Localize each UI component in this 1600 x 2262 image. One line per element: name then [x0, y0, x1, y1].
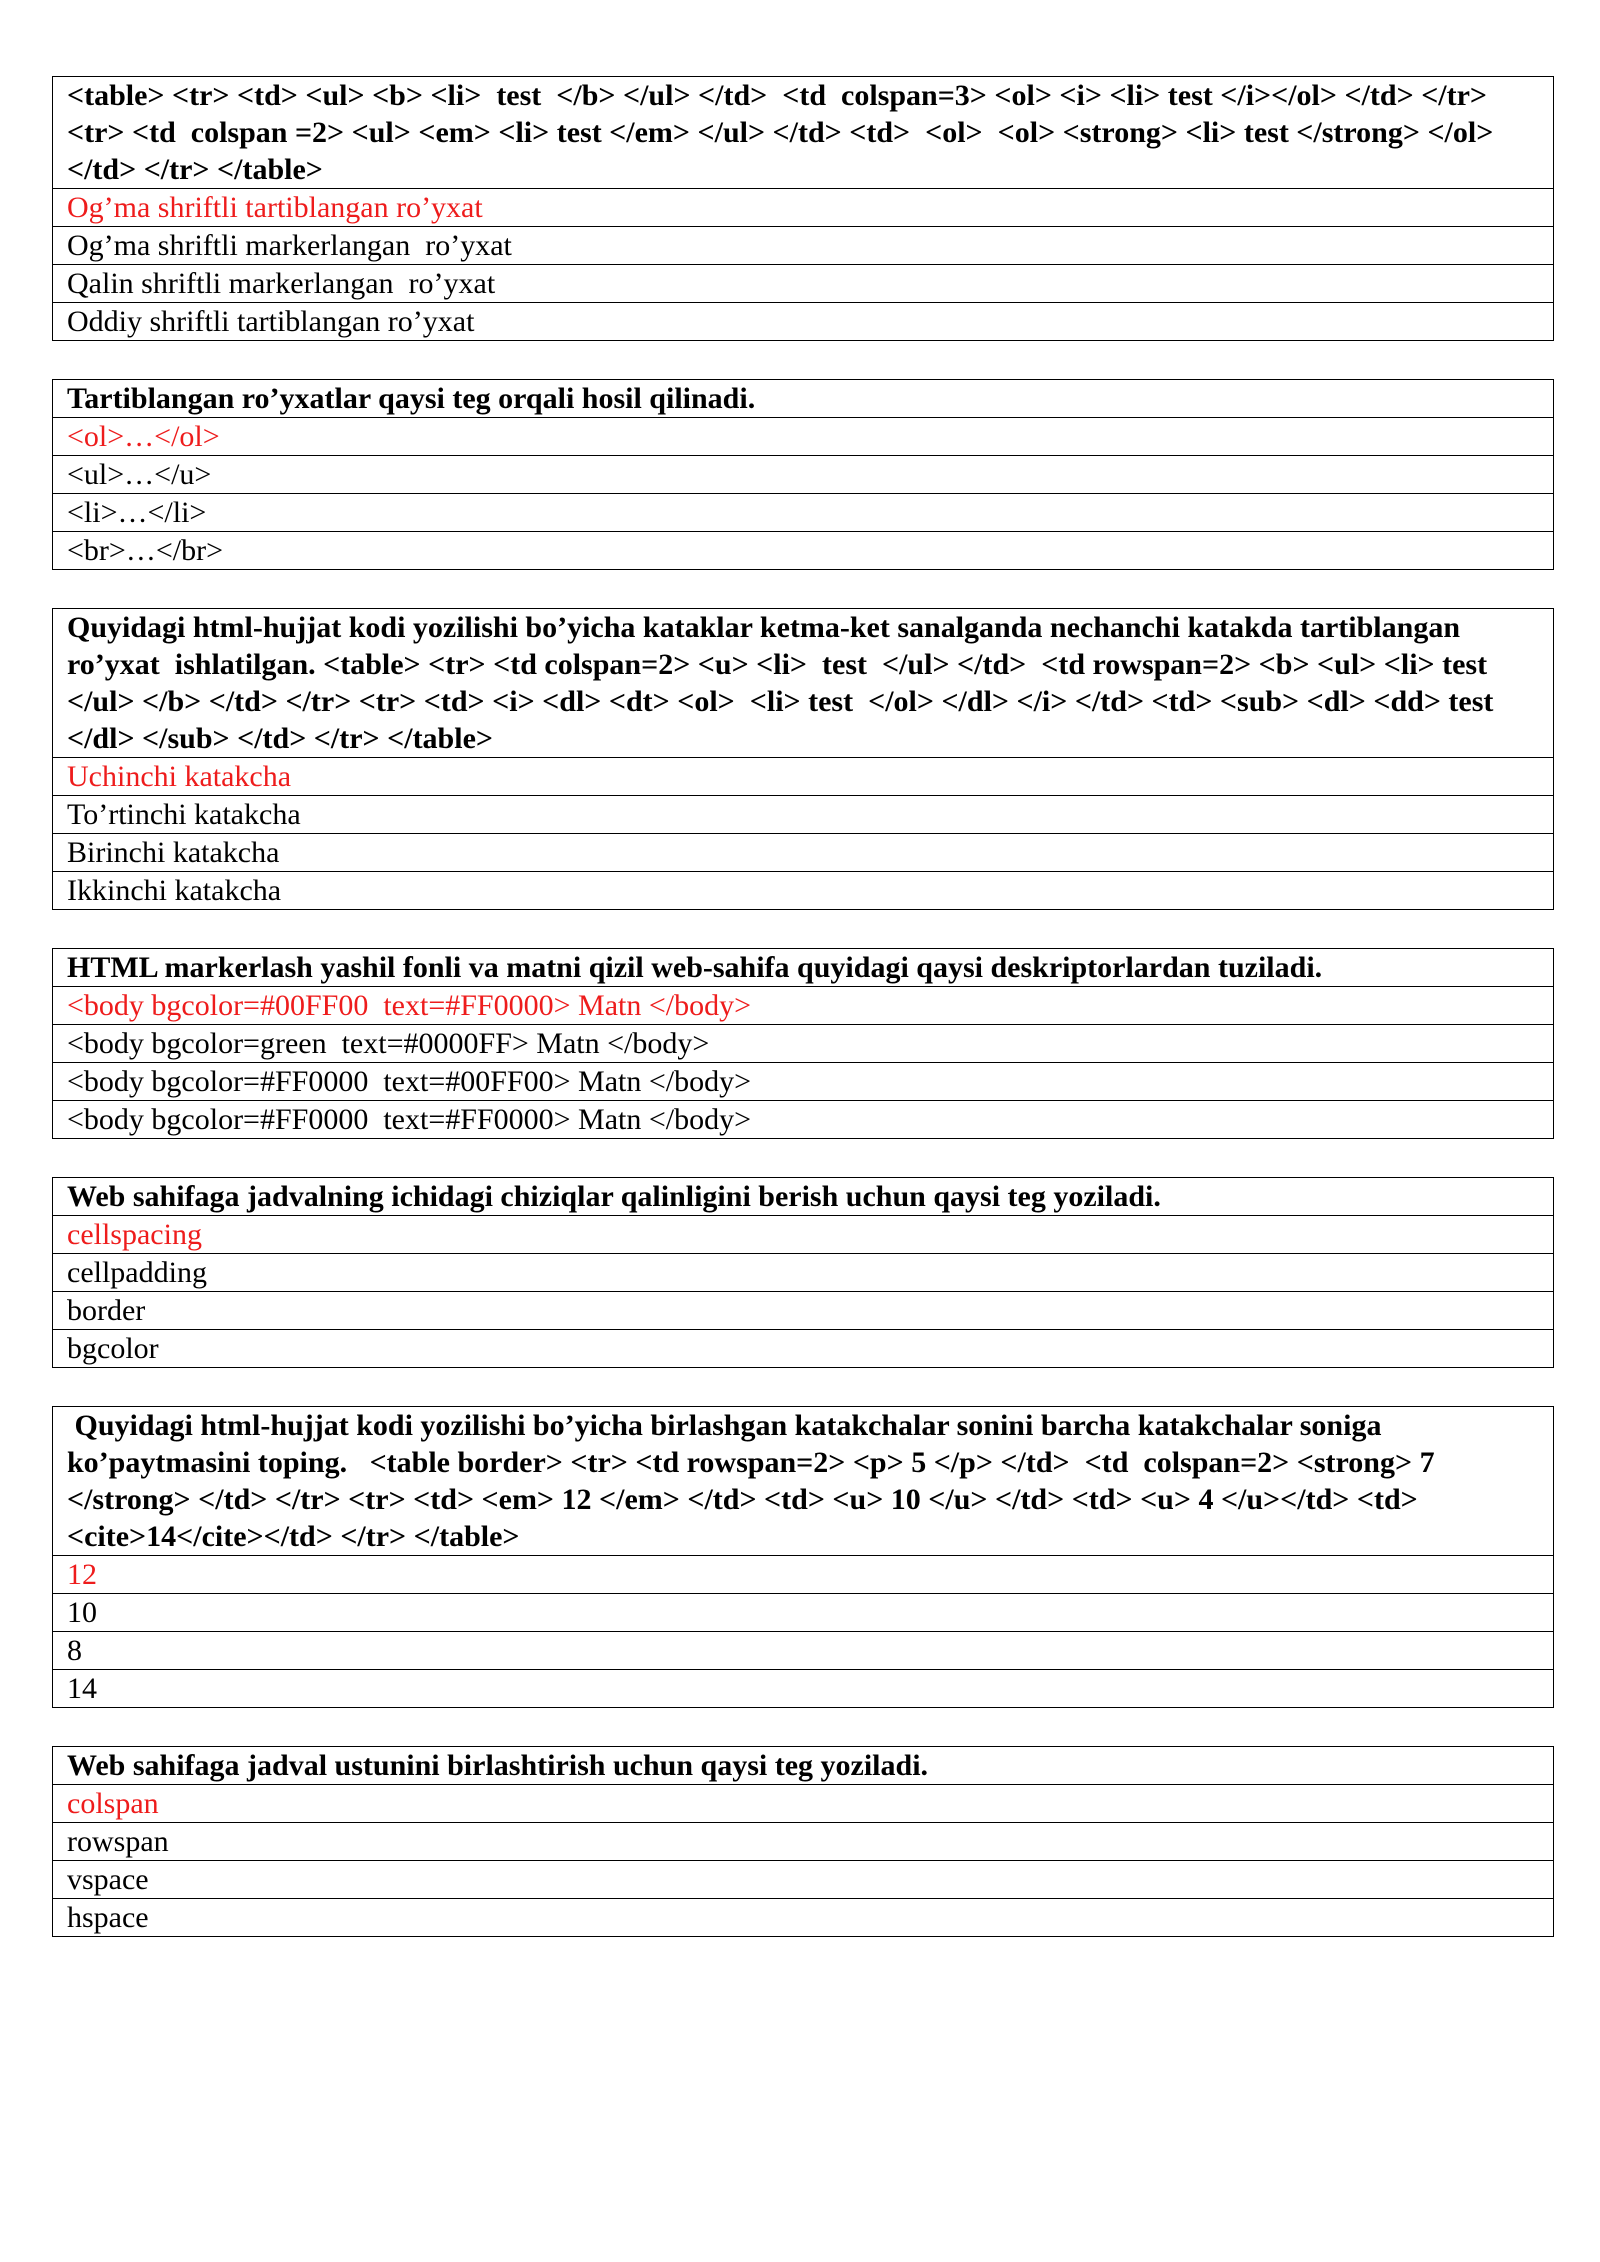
answer-option: Ikkinchi katakcha — [53, 872, 1554, 910]
answer-option: To’rtinchi katakcha — [53, 796, 1554, 834]
question-text: Web sahifaga jadvalning ichidagi chiziqlar qalinligini berish uchun qaysi teg yoziladi. — [53, 1178, 1554, 1216]
answer-option: <br>…</br> — [53, 532, 1554, 570]
test-document — [52, 76, 1554, 1975]
answer-option: hspace — [53, 1899, 1554, 1937]
question-block — [52, 1746, 1554, 1937]
question-text: Quyidagi html-hujjat kodi yozilishi bo’yicha birlashgan katakchalar sonini barcha katakchalar soniga ko’paytmasini toping. <table border> <tr> <td rowspan=2> <p> 5 </p> </td> <td colspan=2> <strong> 7 </strong> </td> </tr> <tr> <td> <em> 12 </em> </td> <td> <u> 10 </u> </td> <td> <u> 4 </u></td> <td><cite>14</cite></td> </tr> </table> — [53, 1407, 1554, 1556]
question-text: Web sahifaga jadval ustunini birlashtirish uchun qaysi teg yoziladi. — [53, 1747, 1554, 1785]
answer-option: 10 — [53, 1594, 1554, 1632]
answer-option-correct: Uchinchi katakcha — [53, 758, 1554, 796]
answer-option-correct: Og’ma shriftli tartiblangan ro’yxat — [53, 189, 1554, 227]
question-text: Tartiblangan ro’yxatlar qaysi teg orqali hosil qilinadi. — [53, 380, 1554, 418]
answer-option-correct: colspan — [53, 1785, 1554, 1823]
answer-option: Qalin shriftli markerlangan ro’yxat — [53, 265, 1554, 303]
answer-option: Birinchi katakcha — [53, 834, 1554, 872]
answer-option: Og’ma shriftli markerlangan ro’yxat — [53, 227, 1554, 265]
answer-option-correct: cellspacing — [53, 1216, 1554, 1254]
question-block — [52, 948, 1554, 1139]
answer-option-correct: <ol>…</ol> — [53, 418, 1554, 456]
answer-option: rowspan — [53, 1823, 1554, 1861]
answer-option: <body bgcolor=#FF0000 text=#00FF00> Matn </body> — [53, 1063, 1554, 1101]
question-text: Quyidagi html-hujjat kodi yozilishi bo’yicha kataklar ketma-ket sanalganda nechanchi katakda tartiblangan ro’yxat ishlatilgan. <table> <tr> <td colspan=2> <u> <li> test </ul> </td> <td rowspan=2> <b> <ul> <li> test </ul> </b> </td> </tr> <tr> <td> <i> <dl> <dt> <ol> <li> test </ol> </dl> </i> </td> <td> <sub> <dl> <dd> test </dl> </sub> </td> </tr> </table> — [53, 609, 1554, 758]
answer-option: <ul>…</u> — [53, 456, 1554, 494]
answer-option: 14 — [53, 1670, 1554, 1708]
question-block — [52, 76, 1554, 341]
answer-option: 8 — [53, 1632, 1554, 1670]
question-text: HTML markerlash yashil fonli va matni qizil web-sahifa quyidagi qaysi deskriptorlardan tuziladi. — [53, 949, 1554, 987]
answer-option-correct: <body bgcolor=#00FF00 text=#FF0000> Matn </body> — [53, 987, 1554, 1025]
question-block — [52, 608, 1554, 910]
answer-option: cellpadding — [53, 1254, 1554, 1292]
answer-option: Oddiy shriftli tartiblangan ro’yxat — [53, 303, 1554, 341]
answer-option: border — [53, 1292, 1554, 1330]
question-block — [52, 1406, 1554, 1708]
answer-option: vspace — [53, 1861, 1554, 1899]
question-text: <table> <tr> <td> <ul> <b> <li> test </b> </ul> </td> <td colspan=3> <ol> <i> <li> test </i></ol> </td> </tr> <tr> <td colspan =2> <ul> <em> <li> test </em> </ul> </td> <td> <ol> <ol> <strong> <li> test </strong> </ol> </td> </tr> </table> — [53, 77, 1554, 189]
question-block — [52, 1177, 1554, 1368]
answer-option: <body bgcolor=#FF0000 text=#FF0000> Matn </body> — [53, 1101, 1554, 1139]
answer-option: bgcolor — [53, 1330, 1554, 1368]
question-block — [52, 379, 1554, 570]
answer-option: <li>…</li> — [53, 494, 1554, 532]
answer-option-correct: 12 — [53, 1556, 1554, 1594]
answer-option: <body bgcolor=green text=#0000FF> Matn </body> — [53, 1025, 1554, 1063]
